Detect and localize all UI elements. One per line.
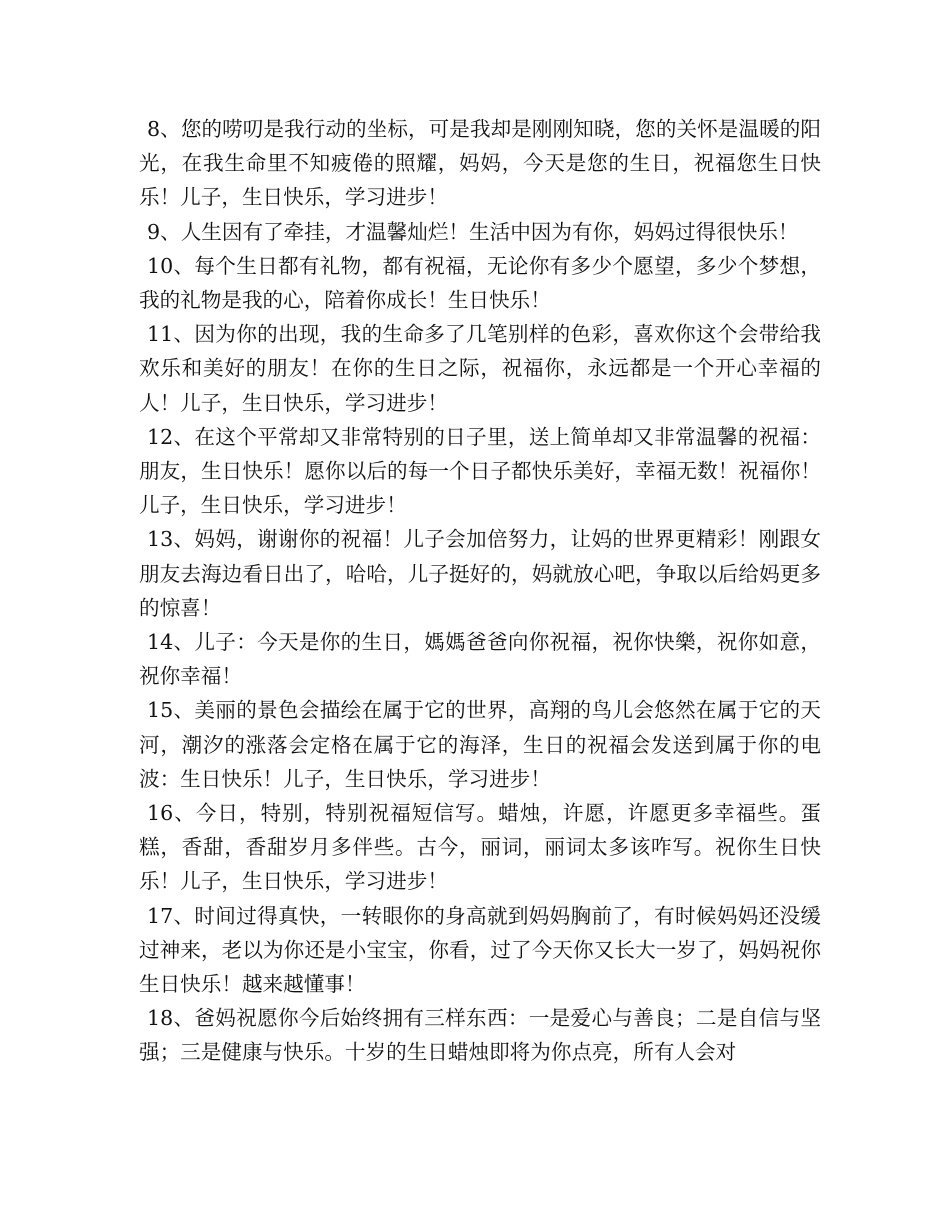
paragraph-18: 18、爸妈祝愿你今后始终拥有三样东西：一是爱心与善良；二是自信与坚强；三是健康与快乐。十岁的生日蜡烛即将为你点亮，所有人会对 xyxy=(139,1006,821,1065)
document-body xyxy=(139,112,821,1070)
paragraph-13: 13、妈妈，谢谢你的祝福！儿子会加倍努力，让妈的世界更精彩！刚跟女朋友去海边看日出了，哈哈，儿子挺好的，妈就放心吧，争取以后给妈更多的惊喜！ xyxy=(139,527,821,620)
paragraph-17: 17、时间过得真快，一转眼你的身高就到妈妈胸前了，有时候妈妈还没缓过神来，老以为你还是小宝宝，你看，过了今天你又长大一岁了，妈妈祝你生日快乐！越来越懂事！ xyxy=(139,903,821,997)
paragraph-12: 12、在这个平常却又非常特别的日子里，送上简单却又非常温馨的祝福：朋友，生日快乐！愿你以后的每一个日子都快乐美好，幸福无数！祝福你！儿子，生日快乐，学习进步！ xyxy=(139,424,821,518)
paragraph-8: 8、您的唠叨是我行动的坐标，可是我却是刚刚知晓，您的关怀是温暖的阳光，在我生命里不知疲倦的照耀，妈妈，今天是您的生日，祝福您生日快乐！儿子，生日快乐，学习进步！ xyxy=(139,117,821,210)
paragraph-16: 16、今日，特别，特别祝福短信写。蜡烛，许愿，许愿更多幸福些。蛋糕，香甜，香甜岁月多伴些。古今，丽词，丽词太多该咋写。祝你生日快乐！儿子，生日快乐，学习进步！ xyxy=(139,801,821,894)
paragraph-11: 11、因为你的出现，我的生命多了几笔别样的色彩，喜欢你这个会带给我欢乐和美好的朋友！在你的生日之际，祝福你，永远都是一个开心幸福的人！儿子，生日快乐，学习进步！ xyxy=(139,322,821,415)
paragraph-14: 14、儿子：今天是你的生日，媽媽爸爸向你祝福，祝你快樂，祝你如意，祝你幸福！ xyxy=(139,630,821,689)
paragraph-9: 9、人生因有了牵挂，才温馨灿烂！生活中因为有你，妈妈过得很快乐！ xyxy=(147,219,799,244)
paragraph-15: 15、美丽的景色会描绘在属于它的世界，高翔的鸟儿会悠然在属于它的天河，潮汐的涨落会定格在属于它的海泽，生日的祝福会发送到属于你的电波：生日快乐！儿子，生日快乐，学习进步！ xyxy=(139,698,821,791)
paragraph-10: 10、每个生日都有礼物，都有祝福，无论你有多少个愿望，多少个梦想，我的礼物是我的心，陪着你成长！生日快乐！ xyxy=(139,253,821,313)
